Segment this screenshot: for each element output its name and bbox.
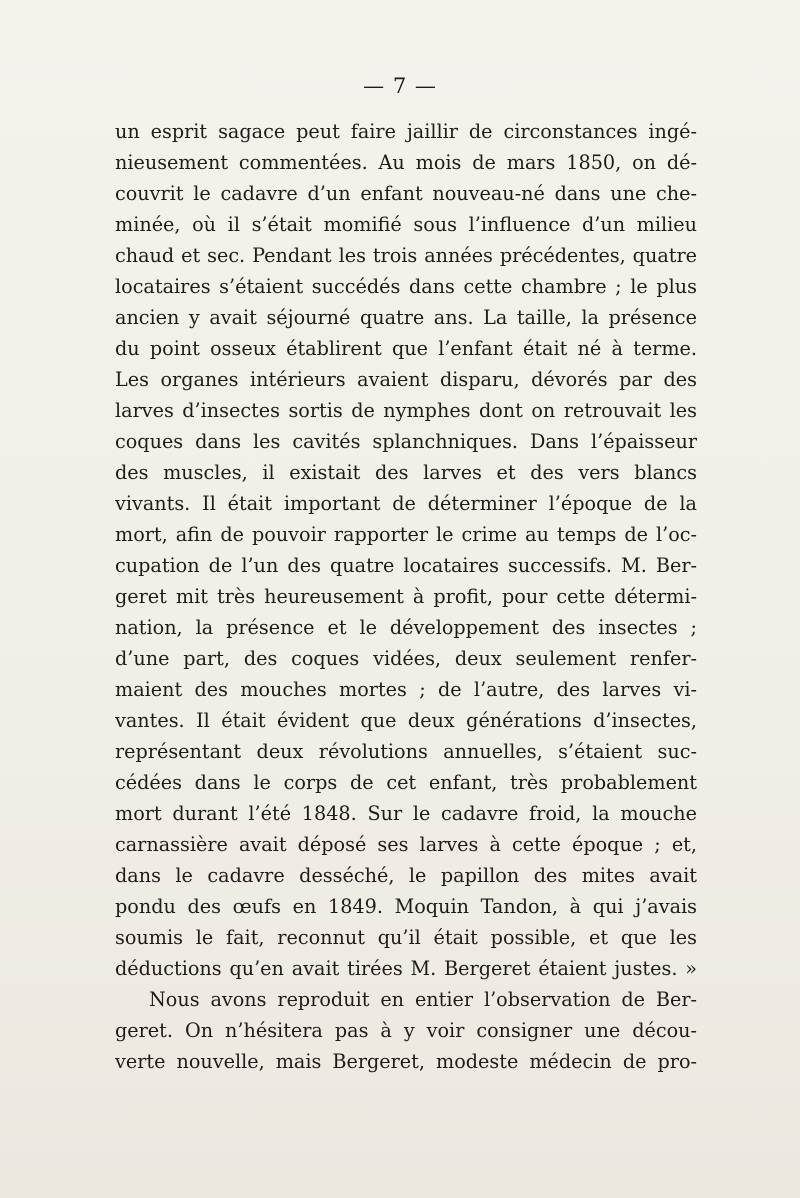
text-line: maient des mouches mortes ; de l’autre, des larves vi- — [115, 678, 697, 701]
text-line: soumis le fait, reconnut qu’il était possible, et que les — [115, 926, 697, 949]
text-line: mort, afin de pouvoir rapporter le crime au temps de l’oc- — [115, 523, 697, 546]
text-line: geret. On n’hésitera pas à y voir consigner une décou- — [115, 1019, 697, 1042]
text-line: représentant deux révolutions annuelles, s’étaient suc- — [115, 740, 697, 763]
text-line: nation, la présence et le développement des insectes ; — [115, 616, 697, 639]
text-line: cupation de l’un des quatre locataires successifs. M. Ber- — [115, 554, 697, 577]
text-line: Les organes intérieurs avaient disparu, dévorés par des — [115, 368, 697, 391]
text-line: pondu des œufs en 1849. Moquin Tandon, à qui j’avais — [115, 895, 697, 918]
text-line: larves d’insectes sortis de nymphes dont on retrouvait les — [115, 399, 697, 422]
text-line: mort durant l’été 1848. Sur le cadavre froid, la mouche — [115, 802, 697, 825]
text-line: geret mit très heureusement à profit, pour cette détermi- — [115, 585, 697, 608]
text-line: couvrit le cadavre d’un enfant nouveau-né dans une che- — [115, 182, 697, 205]
text-line: verte nouvelle, mais Bergeret, modeste médecin de pro- — [115, 1050, 697, 1073]
text-line: des muscles, il existait des larves et des vers blancs — [115, 461, 697, 484]
text-line: locataires s’étaient succédés dans cette chambre ; le plus — [115, 275, 697, 298]
text-line: coques dans les cavités splanchniques. Dans l’épaisseur — [115, 430, 697, 453]
text-line: dans le cadavre desséché, le papillon des mites avait — [115, 864, 697, 887]
body-text — [115, 116, 697, 1077]
paragraph-first-line: Nous avons reproduit en entier l’observation de Ber- — [149, 988, 697, 1011]
text-line: chaud et sec. Pendant les trois années précédentes, quatre — [115, 244, 697, 267]
text-line: d’une part, des coques vidées, deux seulement renfer- — [115, 647, 697, 670]
text-line: vantes. Il était évident que deux générations d’insectes, — [115, 709, 697, 732]
text-line: ancien y avait séjourné quatre ans. La taille, la présence — [115, 306, 697, 329]
text-line: nieusement commentées. Au mois de mars 1850, on dé- — [115, 151, 697, 174]
text-line: déductions qu’en avait tirées M. Bergeret étaient justes. » — [115, 957, 697, 980]
text-line: un esprit sagace peut faire jaillir de circonstances ingé- — [115, 120, 697, 143]
text-line: du point osseux établirent que l’enfant était né à terme. — [115, 337, 697, 360]
text-line: carnassière avait déposé ses larves à cette époque ; et, — [115, 833, 697, 856]
text-line: vivants. Il était important de déterminer l’époque de la — [115, 492, 697, 515]
page-number: — 7 — — [363, 74, 437, 98]
text-line: minée, où il s’était momifié sous l’influence d’un milieu — [115, 213, 697, 236]
text-line: cédées dans le corps de cet enfant, très probablement — [115, 771, 697, 794]
